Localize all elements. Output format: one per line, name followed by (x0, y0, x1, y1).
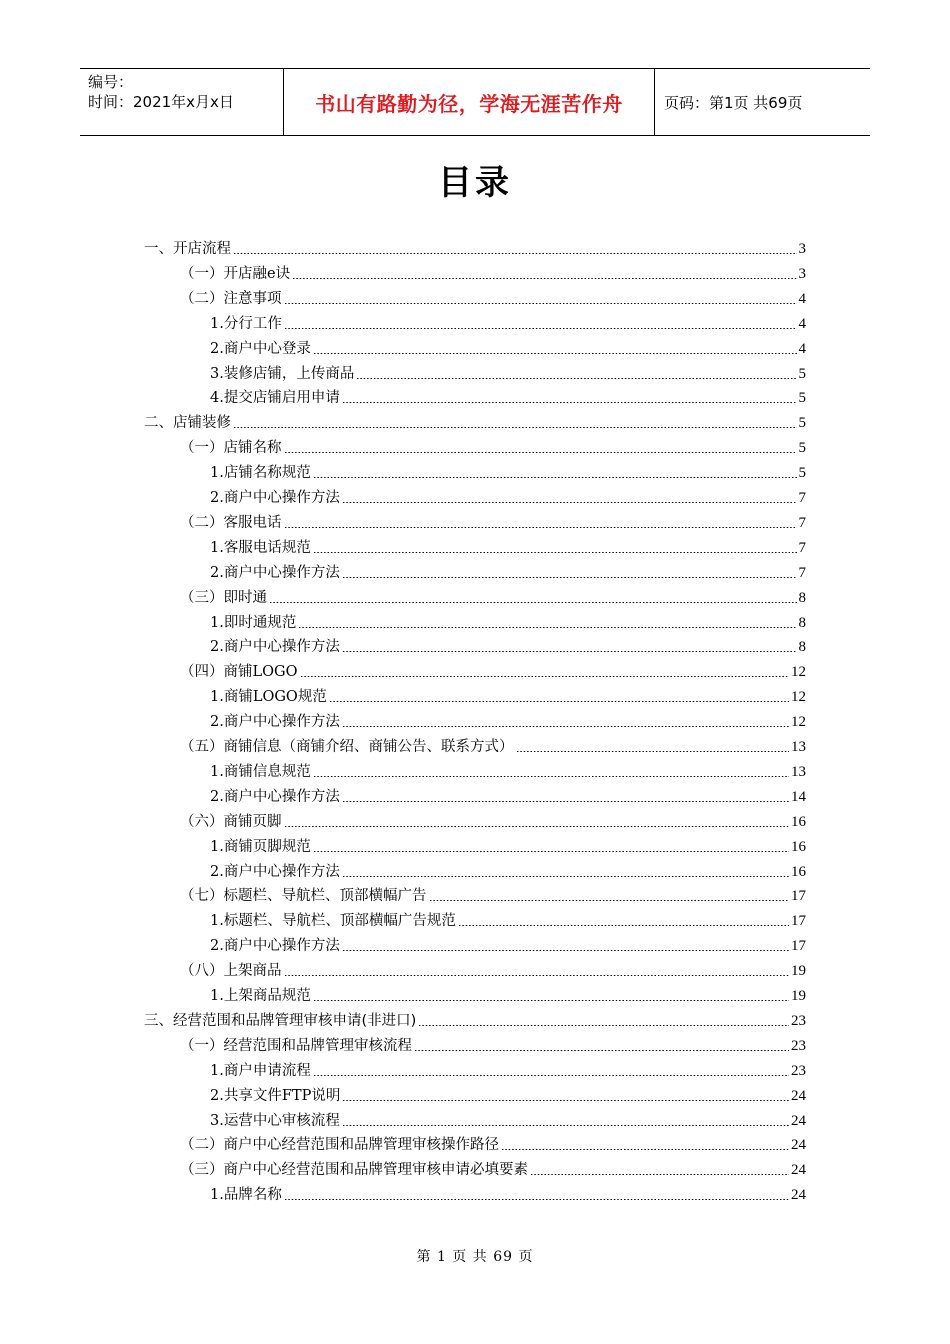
toc-entry-page: 7 (798, 539, 806, 556)
toc-entry-title: 2.商户中心操作方法 (210, 714, 340, 731)
toc-entry-title: 2.共享文件FTP说明 (210, 1087, 341, 1104)
header-left-cell (80, 69, 283, 135)
toc-entry-title: （一）开店融e诀 (180, 265, 291, 282)
toc-entry[interactable] (210, 386, 806, 410)
toc-entry[interactable] (210, 486, 806, 510)
toc-entry-title: 1.商铺页脚规范 (210, 838, 311, 855)
toc-entry[interactable] (144, 237, 806, 261)
toc-leader-dots (342, 876, 789, 877)
toc-entry-title: 2.商户中心登录 (210, 340, 311, 357)
toc-entry-title: 2.商户中心操作方法 (210, 938, 340, 955)
toc-leader-dots (342, 801, 789, 802)
toc-entry[interactable] (210, 611, 806, 635)
toc-entry-title: 一、开店流程 (144, 241, 231, 257)
toc-entry-page: 5 (798, 440, 806, 457)
toc-entry-title: （二）注意事项 (180, 290, 282, 307)
toc-leader-dots (342, 651, 797, 652)
toc-entry[interactable] (180, 884, 806, 908)
toc-entry[interactable] (210, 785, 806, 809)
toc-entry-page: 8 (798, 639, 806, 656)
toc-entry-page: 13 (791, 763, 806, 780)
header-motto: 书山有路勤为径，学海无涯苦作舟 (283, 69, 655, 135)
toc-entry-title: （五）商铺信息（商铺介绍、商铺公告、联系方式） (180, 739, 514, 755)
toc-entry-page: 3 (798, 265, 806, 282)
toc-entry[interactable] (180, 810, 806, 834)
toc-leader-dots (342, 950, 789, 951)
toc-entry[interactable] (210, 1084, 806, 1108)
toc-entry[interactable] (210, 337, 806, 361)
toc-entry-page: 24 (791, 1137, 806, 1154)
toc-leader-dots (342, 1125, 789, 1126)
toc-entry-title: 1.上架商品规范 (210, 988, 311, 1004)
toc-entry-title: 2.商户中心操作方法 (210, 639, 340, 656)
toc-entry-title: （七）标题栏、导航栏、顶部横幅广告 (180, 888, 427, 905)
toc-entry[interactable] (210, 1183, 806, 1207)
toc-leader-dots (284, 826, 790, 827)
toc-entry-page: 12 (791, 689, 806, 706)
toc-leader-dots (356, 378, 796, 379)
toc-entry-page: 5 (798, 415, 806, 432)
toc-entry-title: 3.运营中心审核流程 (210, 1112, 340, 1129)
toc-entry[interactable] (210, 312, 806, 336)
toc-entry-title: （八）上架商品 (180, 963, 282, 980)
toc-leader-dots (342, 1100, 789, 1101)
toc-entry[interactable] (180, 262, 806, 286)
toc-entry-page: 24 (791, 1112, 806, 1129)
toc-entry[interactable] (180, 586, 806, 610)
toc-leader-dots (269, 602, 797, 603)
toc-entry-page: 23 (791, 1062, 806, 1079)
toc-entry-title: 1.即时通规范 (210, 614, 297, 631)
toc-entry[interactable] (180, 959, 806, 983)
toc-leader-dots (458, 925, 789, 926)
toc-entry-page: 12 (791, 714, 806, 731)
toc-entry-page: 16 (791, 863, 806, 880)
toc-leader-dots (342, 577, 797, 578)
toc-entry-title: 1.分行工作 (210, 315, 282, 332)
toc-leader-dots (284, 1199, 789, 1200)
toc-leader-dots (300, 676, 790, 677)
toc-leader-dots (429, 900, 790, 901)
toc-leader-dots (284, 527, 797, 528)
toc-entry-title: （三）即时通 (180, 589, 267, 606)
toc-leader-dots (284, 975, 790, 976)
toc-leader-dots (313, 552, 797, 553)
toc-entry-title: 三、经营范围和品牌管理审核申请(非进口) (144, 1012, 417, 1029)
toc-entry[interactable] (210, 536, 806, 560)
toc-entry-title: （二）客服电话 (180, 514, 282, 531)
toc-entry-title: 3.装修店铺，上传商品 (210, 365, 355, 382)
toc-entry-page: 13 (791, 739, 806, 755)
toc-leader-dots (501, 1149, 789, 1150)
page-footer: 第 1 页 共 69 页 (416, 1249, 534, 1265)
doc-date-label: 时间：2021年x月x日 (88, 93, 234, 111)
toc-leader-dots (233, 253, 797, 254)
toc-entry[interactable] (210, 685, 806, 709)
toc-entry-title: 4.提交店铺启用申请 (210, 390, 340, 407)
toc-leader-dots (292, 278, 796, 279)
toc-entry-page: 5 (798, 465, 806, 482)
toc-entry-page: 16 (791, 813, 806, 830)
doc-code-label: 编号： (88, 73, 134, 91)
toc-entry-title: 1.店铺名称规范 (210, 465, 311, 482)
toc-entry-page: 7 (798, 490, 806, 506)
toc-leader-dots (313, 851, 789, 852)
toc-entry-page: 5 (798, 390, 806, 407)
toc-entry-title: 1.客服电话规范 (210, 539, 311, 556)
toc-entry-title: 2.商户中心操作方法 (210, 788, 340, 805)
toc-leader-dots (516, 751, 790, 752)
toc-leader-dots (284, 328, 797, 329)
toc-entry-page: 3 (798, 241, 806, 257)
header-page-info: 页码：第1页 共69页 (664, 93, 803, 112)
toc-entry[interactable] (144, 411, 806, 435)
toc-entry-title: 1.商户申请流程 (210, 1062, 311, 1079)
toc-entry-title: 2.商户中心操作方法 (210, 564, 340, 581)
toc-entry[interactable] (210, 835, 806, 859)
toc-leader-dots (313, 776, 789, 777)
toc-entry-page: 8 (798, 589, 806, 606)
toc-entry[interactable] (180, 660, 806, 684)
toc-entry-page: 4 (798, 290, 806, 307)
toc-entry[interactable] (180, 735, 806, 759)
toc-entry-page: 4 (798, 315, 806, 332)
page-header (80, 68, 870, 136)
toc-entry[interactable] (180, 1034, 806, 1058)
page-title: 目录 (438, 163, 512, 203)
toc-entry-title: （一）经营范围和品牌管理审核流程 (180, 1037, 412, 1054)
toc-leader-dots (342, 502, 797, 503)
toc-entry[interactable] (210, 710, 806, 734)
toc-entry[interactable] (210, 561, 806, 585)
toc-entry-page: 17 (791, 913, 806, 930)
toc-entry-title: （一）店铺名称 (180, 440, 282, 457)
toc-entry-title: 1.商铺LOGO规范 (210, 689, 327, 706)
toc-entry-page: 23 (791, 1037, 806, 1054)
toc-entry[interactable] (210, 760, 806, 784)
toc-entry-page: 19 (791, 988, 806, 1004)
toc-entry-page: 24 (791, 1087, 806, 1104)
toc-entry-page: 4 (798, 340, 806, 357)
toc-entry[interactable] (180, 1158, 806, 1182)
toc-entry-title: 1.商铺信息规范 (210, 763, 311, 780)
toc-entry-title: 1.品牌名称 (210, 1187, 282, 1204)
toc-entry[interactable] (210, 635, 806, 659)
toc-leader-dots (284, 303, 797, 304)
toc-leader-dots (284, 452, 797, 453)
toc-entry-title: （四）商铺LOGO (180, 664, 298, 681)
toc-entry-title: 2.商户中心操作方法 (210, 863, 340, 880)
toc-entry-title: 二、店铺装修 (144, 415, 231, 432)
toc-entry[interactable] (180, 1133, 806, 1157)
toc-leader-dots (418, 1025, 789, 1026)
toc-entry[interactable] (180, 287, 806, 311)
toc-entry[interactable] (210, 860, 806, 884)
toc-leader-dots (298, 627, 796, 628)
toc-entry[interactable] (210, 984, 806, 1008)
toc-leader-dots (313, 477, 797, 478)
toc-entry[interactable] (210, 461, 806, 485)
toc-entry-page: 12 (791, 664, 806, 681)
toc-entry-page: 7 (798, 564, 806, 581)
toc-entry-page: 24 (791, 1187, 806, 1204)
toc-leader-dots (329, 701, 789, 702)
toc-leader-dots (414, 1050, 789, 1051)
toc-leader-dots (530, 1174, 789, 1175)
toc-entry-page: 17 (791, 888, 806, 905)
toc-entry-title: （六）商铺页脚 (180, 813, 282, 830)
toc-entry[interactable] (180, 436, 806, 460)
toc-entry-title: 2.商户中心操作方法 (210, 490, 340, 506)
toc-leader-dots (313, 353, 797, 354)
toc-entry-page: 17 (791, 938, 806, 955)
toc-entry[interactable] (210, 934, 806, 958)
toc-leader-dots (313, 1000, 789, 1001)
toc-entry[interactable] (180, 511, 806, 535)
toc-leader-dots (313, 1075, 789, 1076)
toc-entry-page: 5 (798, 365, 806, 382)
toc-entry-page: 14 (791, 788, 806, 805)
toc-entry-title: （三）商户中心经营范围和品牌管理审核申请必填要素 (180, 1162, 528, 1179)
toc-entry-title: 1.标题栏、导航栏、顶部横幅广告规范 (210, 913, 456, 930)
toc-entry[interactable] (144, 1009, 806, 1033)
toc-entry[interactable] (210, 909, 806, 933)
toc-entry-page: 23 (791, 1012, 806, 1029)
toc-leader-dots (342, 726, 789, 727)
toc-entry-page: 24 (791, 1162, 806, 1179)
toc-entry[interactable] (210, 1109, 806, 1133)
toc-entry[interactable] (210, 362, 806, 386)
toc-entry-page: 16 (791, 838, 806, 855)
toc-entry-page: 8 (798, 614, 806, 631)
toc-leader-dots (342, 402, 797, 403)
toc-entry-page: 19 (791, 963, 806, 980)
toc-leader-dots (233, 427, 797, 428)
toc-entry-title: （二）商户中心经营范围和品牌管理审核操作路径 (180, 1137, 499, 1154)
toc-entry[interactable] (210, 1059, 806, 1083)
toc-entry-page: 7 (798, 514, 806, 531)
